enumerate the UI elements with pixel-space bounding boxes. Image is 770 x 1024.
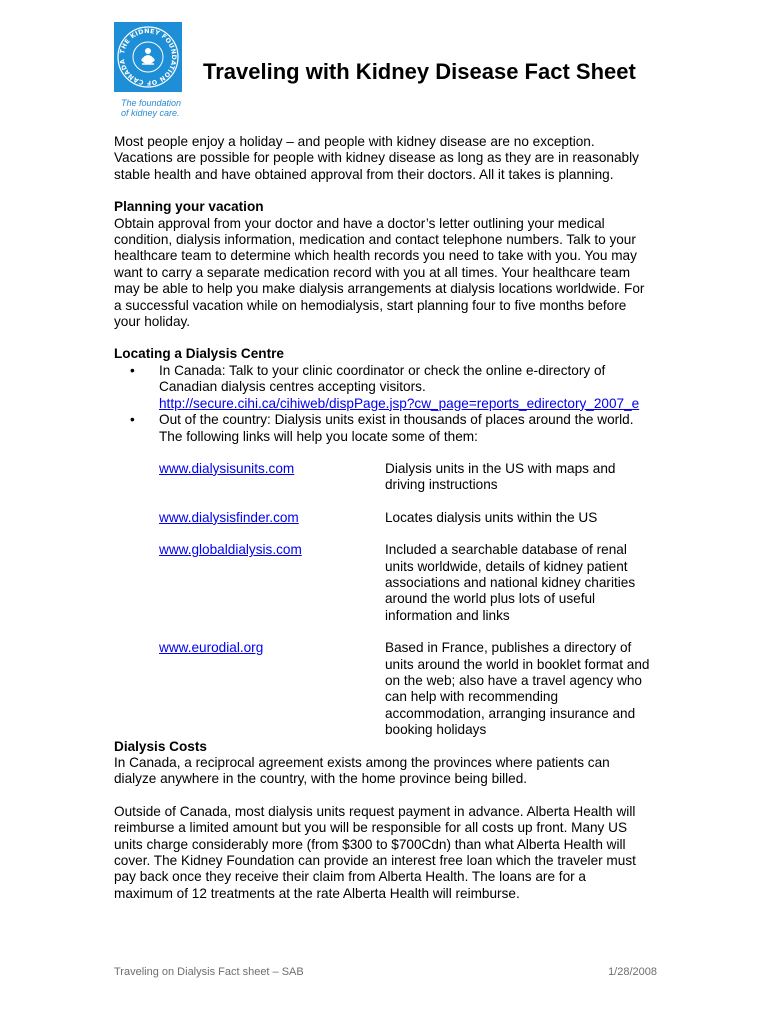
link-description xyxy=(385,510,659,526)
link-description xyxy=(385,640,659,738)
table-row xyxy=(159,510,659,526)
costs-heading: Dialysis Costs xyxy=(114,738,207,754)
table-row xyxy=(159,542,659,624)
locating-bullet-list xyxy=(114,363,659,445)
text-line: condition, dialysis information, medication and contact telephone numbers. Talk to your xyxy=(114,232,636,248)
eurodial-link[interactable]: www.eurodial.org xyxy=(159,640,264,656)
text-line: units charge considerably more (from $300 to $700Cdn) than what Alberta Health will xyxy=(114,836,626,852)
text-line: Out of the country: Dialysis units exist in thousands of places around the world. xyxy=(159,412,634,428)
dialysisfinder-link[interactable]: www.dialysisfinder.com xyxy=(159,509,299,525)
text-line: cover. The Kidney Foundation can provide an interest free loan which the traveler must xyxy=(114,853,636,869)
planning-paragraph xyxy=(114,216,659,331)
text-line: can help with recommending xyxy=(385,689,559,705)
tagline-line: of kidney care. xyxy=(121,108,180,118)
text-line: Dialysis units in the US with maps and xyxy=(385,460,616,476)
logo-emblem-icon xyxy=(114,22,182,92)
kidney-foundation-logo xyxy=(114,22,182,92)
footer-document-label: Traveling on Dialysis Fact sheet – SAB xyxy=(114,966,304,978)
costs-paragraph-canada xyxy=(114,755,659,788)
text-line: want to carry a separate medication record with you at all times. Your healthcare team xyxy=(114,264,631,280)
text-line: Locates dialysis units within the US xyxy=(385,509,598,525)
tagline-line: The foundation xyxy=(121,98,182,108)
logo-tagline xyxy=(121,98,201,118)
text-line: units around the world in booklet format and xyxy=(385,656,650,672)
link-description xyxy=(385,542,659,624)
logo-ring-text: THE KIDNEY FOUNDATION OF CANADA xyxy=(118,27,178,87)
text-line: Canadian dialysis centres accepting visitors. xyxy=(159,379,426,395)
text-line: accommodation, arranging insurance and xyxy=(385,705,636,721)
table-row xyxy=(159,640,659,738)
text-line: stable health and have obtained approval from their doctors. All it takes is planning. xyxy=(114,166,614,182)
costs-paragraph-outside xyxy=(114,804,659,902)
planning-heading: Planning your vacation xyxy=(114,199,264,215)
bullet-icon: • xyxy=(130,362,135,378)
text-line: driving instructions xyxy=(385,477,498,493)
text-line: healthcare team to determine which health records you need to take with you. You may xyxy=(114,248,637,264)
text-line: may be able to help you make dialysis arrangements at dialysis locations worldwide. For xyxy=(114,281,645,297)
text-line: Outside of Canada, most dialysis units request payment in advance. Alberta Health will xyxy=(114,803,636,819)
document-body xyxy=(114,134,659,902)
text-line: units worldwide, details of kidney patient xyxy=(385,558,628,574)
text-line: pay back once they receive their claim from Alberta Health. The loans are for a xyxy=(114,869,586,885)
text-line: around the world plus lots of useful xyxy=(385,591,596,607)
text-line: associations and national kidney charities xyxy=(385,574,636,590)
text-line: booking holidays xyxy=(385,722,487,738)
dialysis-links-table xyxy=(159,461,659,739)
dialysisunits-link[interactable]: www.dialysisunits.com xyxy=(159,460,295,476)
text-line: maximum of 12 treatments at the rate Alberta Health will reimburse. xyxy=(114,885,520,901)
list-item xyxy=(114,363,659,412)
intro-paragraph xyxy=(114,134,659,183)
text-line: The following links will help you locate some of them: xyxy=(159,428,478,444)
text-line: In Canada: Talk to your clinic coordinator or check the online e-directory of xyxy=(159,362,606,378)
text-line: dialyze anywhere in the country, with the home province being billed. xyxy=(114,771,528,787)
list-item xyxy=(114,412,659,445)
text-line: your holiday. xyxy=(114,314,191,330)
text-line: reimburse a limited amount but you will be responsible for all costs up front. Many US xyxy=(114,820,628,836)
text-line: Obtain approval from your doctor and have a doctor’s letter outlining your medical xyxy=(114,215,605,231)
text-line: on the web; also have a travel agency who xyxy=(385,672,642,688)
text-line: Included a searchable database of renal xyxy=(385,542,627,558)
page-title: Traveling with Kidney Disease Fact Sheet xyxy=(203,59,636,84)
locating-heading: Locating a Dialysis Centre xyxy=(114,346,284,362)
footer-date: 1/28/2008 xyxy=(608,966,657,978)
text-line: information and links xyxy=(385,607,510,623)
link-description xyxy=(385,461,659,494)
text-line: Based in France, publishes a directory of xyxy=(385,640,632,656)
bullet-icon: • xyxy=(130,412,135,428)
text-line: Vacations are possible for people with kidney disease as long as they are in reasonably xyxy=(114,150,639,166)
cihi-directory-link[interactable]: http://secure.cihi.ca/cihiweb/dispPage.jsp?cw_page=reports_edirectory_2007_e xyxy=(159,395,640,411)
text-line: In Canada, a reciprocal agreement exists among the provinces where patients can xyxy=(114,755,610,770)
text-line: Most people enjoy a holiday – and people with kidney disease are no exception. xyxy=(114,134,595,149)
table-row xyxy=(159,461,659,494)
text-line: a successful vacation while on hemodialysis, start planning four to five months before xyxy=(114,297,627,313)
globaldialysis-link[interactable]: www.globaldialysis.com xyxy=(159,542,302,558)
